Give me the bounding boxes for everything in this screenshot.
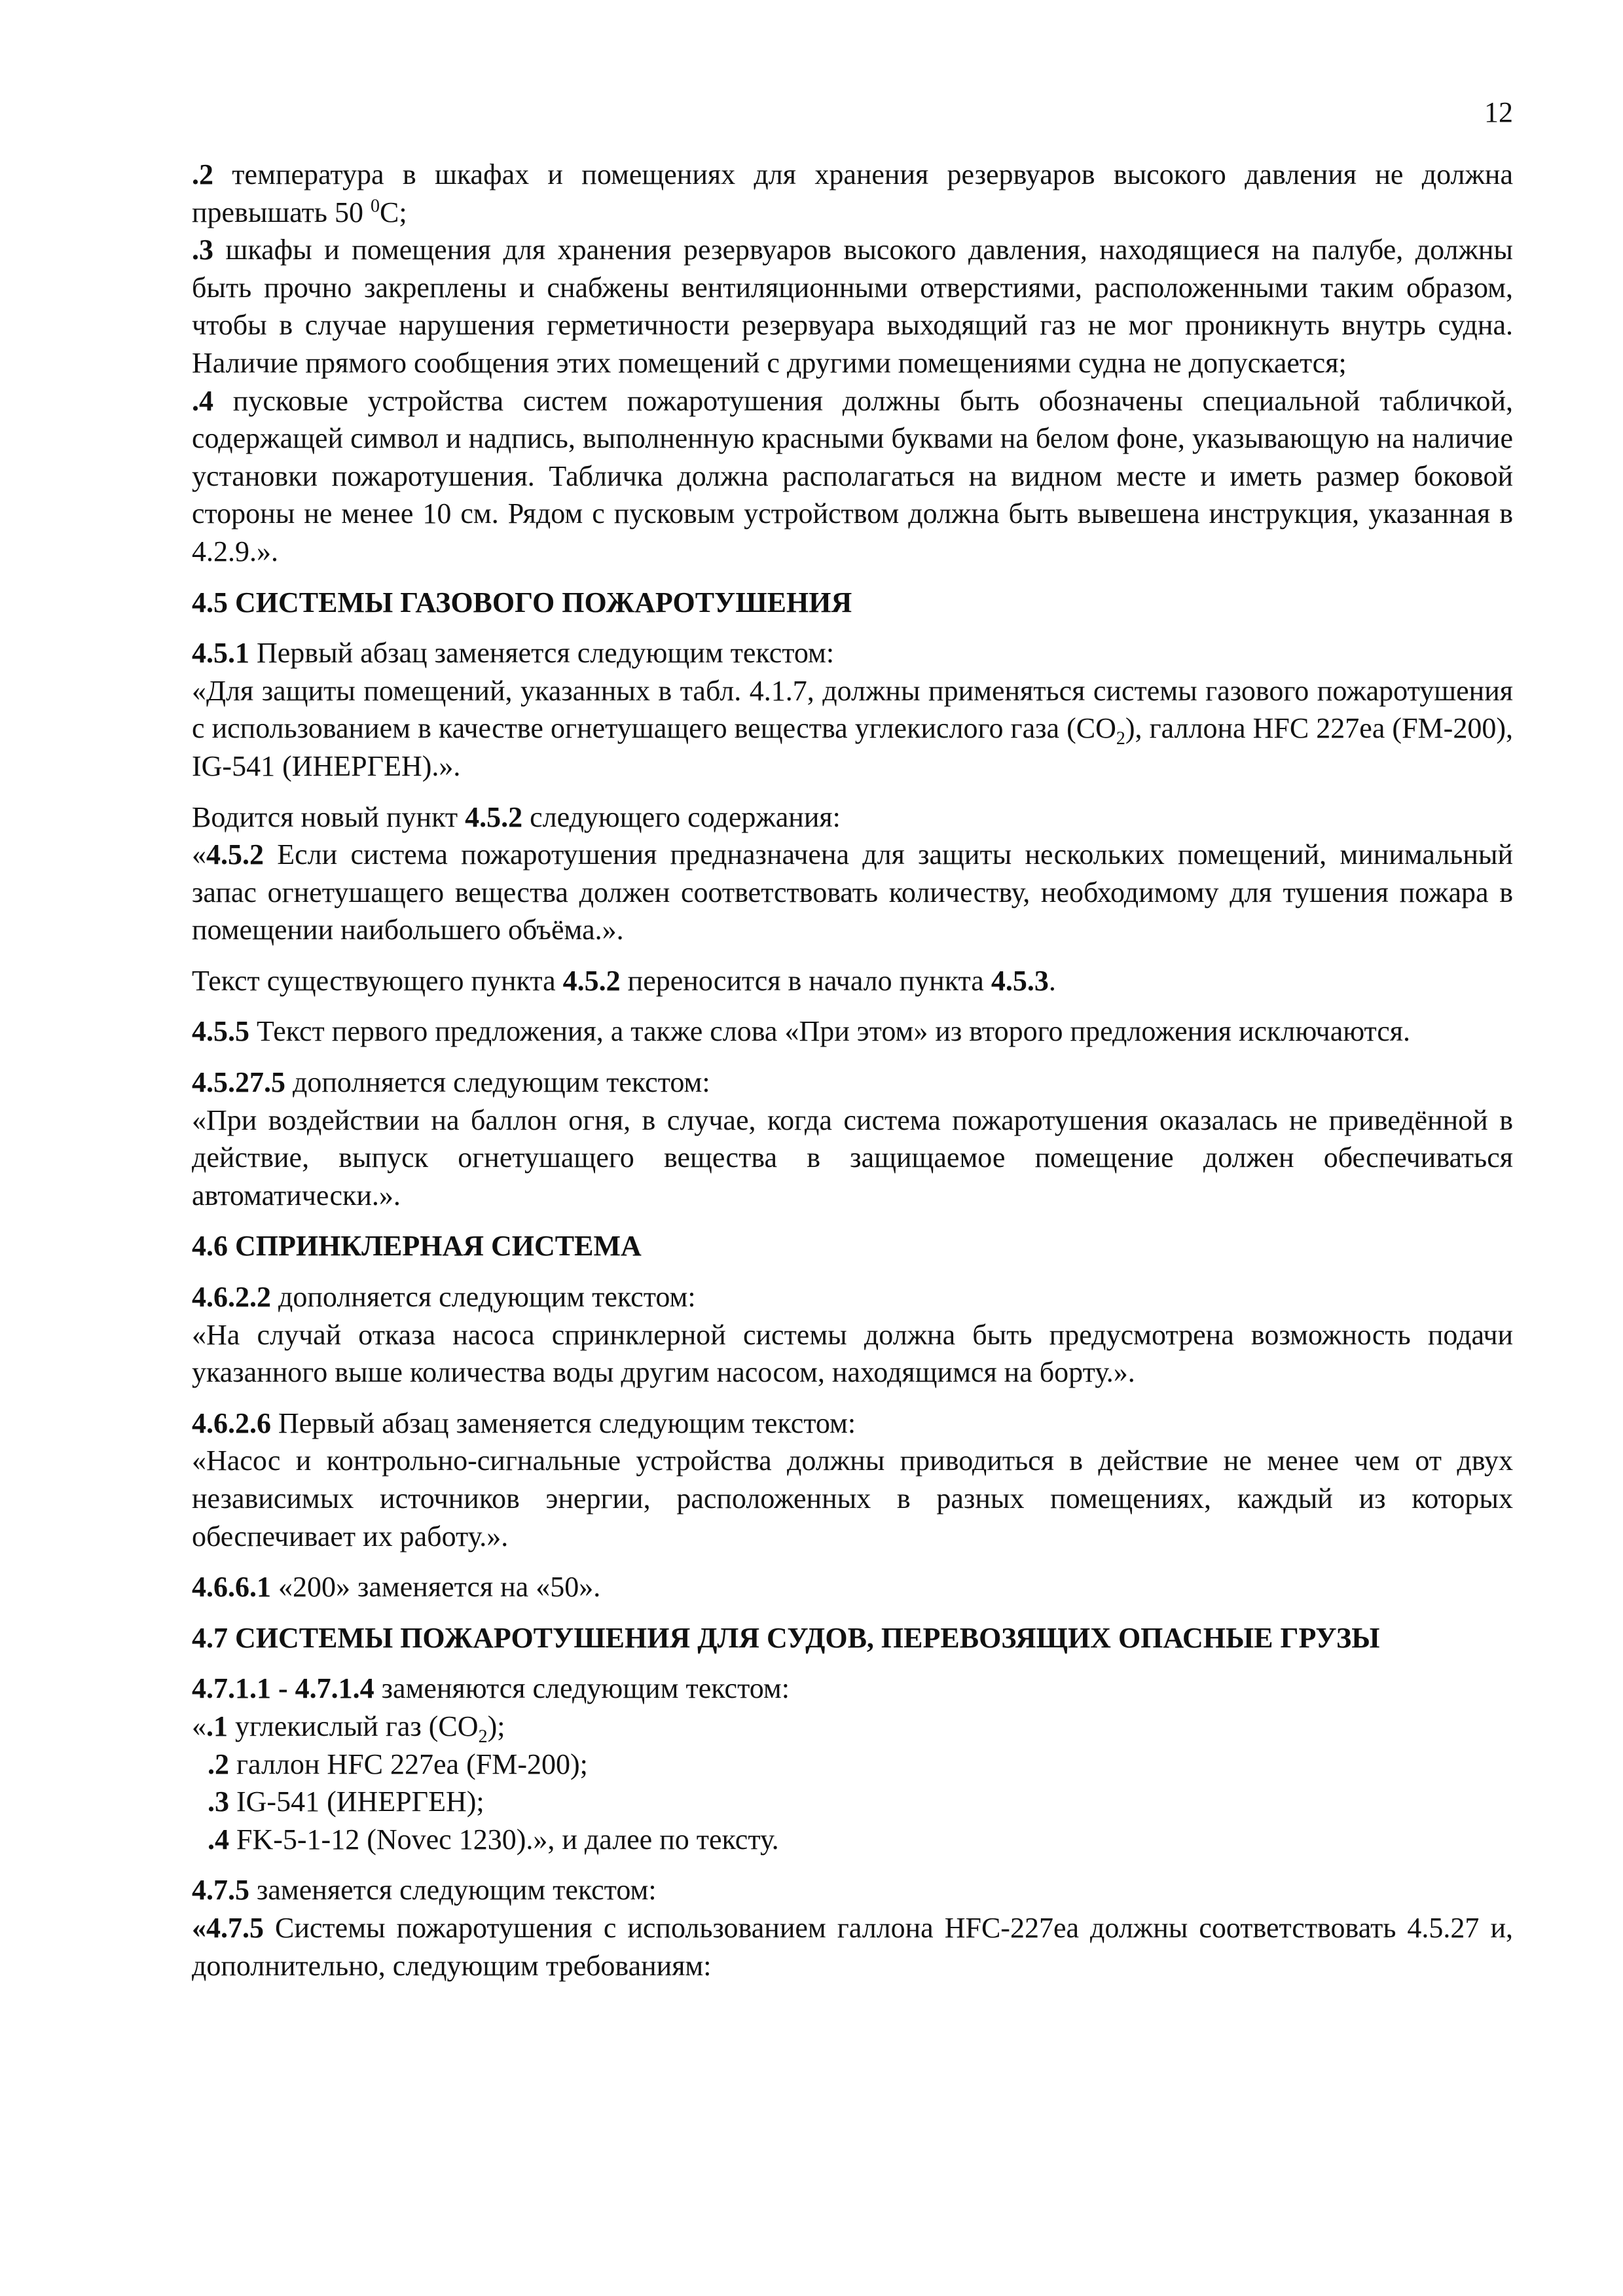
- section-heading: [192, 584, 1513, 622]
- paragraph: [192, 1102, 1513, 1215]
- text-run: углекислый газ (СО: [228, 1710, 479, 1742]
- bold-text: 4.5.27.5: [192, 1066, 285, 1099]
- text-run: «На случай отказа насоса спринклерной системы должна быть предусмотрена возможность подачи указанного выше количества воды другим насосом, находящимся на борту.».: [192, 1318, 1513, 1389]
- paragraph: [192, 1708, 1513, 1746]
- text-run: следующего содержания:: [522, 800, 841, 833]
- bold-text: 4.7.1.1 - 4.7.1.4: [192, 1672, 374, 1705]
- text-run: «При воздействии на баллон огня, в случае, когда система пожаротушения оказалась не приведённой в действие, выпуск огнетушащего вещества в защищаемое помещение должен обеспечиваться автоматически.».: [192, 1103, 1513, 1211]
- list-item: [192, 1783, 1513, 1821]
- bold-text: 4.6.2.6: [192, 1407, 271, 1439]
- paragraph: [192, 1013, 1513, 1050]
- text-run: );: [487, 1710, 505, 1742]
- text-run: «Насос и контрольно-сигнальные устройства должны приводиться в действие не менее чем от двух независимых источников энергии, расположенных в разных помещениях, каждый из которых обеспечивает их работу.».: [192, 1444, 1513, 1552]
- text-run: Первый абзац заменяется следующим текстом:: [249, 637, 835, 670]
- paragraph: [192, 156, 1513, 231]
- text-run: заменяются следующим текстом:: [374, 1672, 790, 1705]
- bold-text: 4.5.2: [465, 800, 523, 833]
- paragraph: [192, 1909, 1513, 1984]
- text-run: 4.7 СИСТЕМЫ ПОЖАРОТУШЕНИЯ ДЛЯ СУДОВ, ПЕРЕВОЗЯЩИХ ОПАСНЫЕ ГРУЗЫ: [192, 1621, 1380, 1654]
- text-run: переносится в начало пункта: [620, 964, 991, 997]
- paragraph: [192, 1278, 1513, 1316]
- text-run: «Для защиты помещений, указанных в табл. 4.1.7, должны применяться системы газового пожаротушения с использованием в качестве огнетушащего вещества углекислого газа (СО: [192, 674, 1513, 745]
- paragraph: [192, 1064, 1513, 1102]
- bold-text: .4: [192, 384, 213, 417]
- paragraph: [192, 1405, 1513, 1443]
- text-run: ), галлона HFC 227ea (FM-200), IG-541 (ИНЕРГЕН).».: [192, 712, 1513, 782]
- bold-text: «4.7.5: [192, 1911, 264, 1944]
- list-item: [192, 1746, 1513, 1784]
- section-heading: [192, 1227, 1513, 1265]
- paragraph: [192, 798, 1513, 836]
- paragraph: [192, 1442, 1513, 1555]
- bold-text: .3: [208, 1785, 229, 1818]
- text-run: Текст первого предложения, а также слова «При этом» из второго предложения исключаются.: [249, 1015, 1411, 1048]
- text-run: «: [192, 838, 206, 871]
- page-number: 12: [1484, 96, 1513, 128]
- paragraph: [192, 962, 1513, 1000]
- paragraph: [192, 836, 1513, 949]
- text-run: Первый абзац заменяется следующим текстом:: [271, 1407, 856, 1439]
- text-run: С;: [379, 196, 407, 228]
- text-run: дополняется следующим текстом:: [285, 1066, 710, 1099]
- bold-text: 4.5.2: [206, 838, 264, 871]
- sub-text: 2: [478, 1726, 488, 1747]
- paragraph: [192, 231, 1513, 382]
- bold-text: .4: [208, 1823, 229, 1856]
- list-item: [192, 1821, 1513, 1859]
- text-run: Водится новый пункт: [192, 800, 465, 833]
- paragraph: [192, 1670, 1513, 1708]
- text-run: «200» заменяется на «50».: [271, 1571, 601, 1604]
- sub-text: 2: [1116, 728, 1125, 749]
- paragraph: [192, 382, 1513, 571]
- bold-text: .1: [206, 1710, 228, 1742]
- text-run: заменяется следующим текстом:: [249, 1874, 657, 1907]
- bold-text: .3: [192, 234, 213, 266]
- text-run: Если система пожаротушения предназначена для защиты нескольких помещений, минимальный запас огнетушащего вещества должен соответствовать количеству, необходимому для тушения пожара в помещении наибольшего объёма.».: [192, 838, 1513, 946]
- text-run: .: [1048, 964, 1056, 997]
- text-run: дополняется следующим текстом:: [271, 1281, 696, 1314]
- text-run: Текст существующего пункта: [192, 964, 563, 997]
- text-run: IG-541 (ИНЕРГЕН);: [229, 1785, 484, 1818]
- text-run: FK-5-1-12 (Novec 1230).», и далее по тексту.: [229, 1823, 779, 1856]
- document-body: [192, 156, 1513, 1984]
- text-run: 4.5 СИСТЕМЫ ГАЗОВОГО ПОЖАРОТУШЕНИЯ: [192, 586, 852, 619]
- bold-text: 4.7.5: [192, 1874, 249, 1907]
- text-run: галлон HFC 227ea (FM-200);: [229, 1748, 588, 1780]
- paragraph: [192, 1871, 1513, 1909]
- text-run: шкафы и помещения для хранения резервуаров высокого давления, находящиеся на палубе, должны быть прочно закреплены и снабжены вентиляционными отверстиями, расположенными таким образом, чтобы в случае нарушения герметичности резервуара выходящий газ не мог проникнуть внутрь судна. Наличие прямого сообщения этих помещений с другими помещениями судна не допускается;: [192, 234, 1513, 379]
- text-run: пусковые устройства систем пожаротушения должны быть обозначены специальной табличкой, содержащей символ и надпись, выполненную красными буквами на белом фоне, указывающую на наличие установки пожаротушения. Табличка должна располагаться на видном месте и иметь размер боковой стороны не менее 10 см. Рядом с пусковым устройством должна быть вывешена инструкция, указанная в 4.2.9.».: [192, 384, 1513, 567]
- section-heading: [192, 1619, 1513, 1657]
- paragraph: [192, 672, 1513, 785]
- bold-text: 4.5.1: [192, 637, 249, 670]
- bold-text: .2: [192, 158, 213, 190]
- text-run: «: [192, 1710, 206, 1742]
- bold-text: 4.6.2.2: [192, 1281, 271, 1314]
- bold-text: 4.5.5: [192, 1015, 249, 1048]
- text-run: 4.6 СПРИНКЛЕРНАЯ СИСТЕМА: [192, 1230, 642, 1263]
- bold-text: 4.5.2: [562, 964, 621, 997]
- text-run: Системы пожаротушения с использованием галлона HFC-227ea должны соответствовать 4.5.27 и, дополнительно, следующим требованиям:: [192, 1911, 1513, 1982]
- bold-text: 4.6.6.1: [192, 1571, 271, 1604]
- sup-text: 0: [370, 195, 380, 216]
- bold-text: 4.5.3: [991, 964, 1049, 997]
- paragraph: [192, 1316, 1513, 1391]
- paragraph: [192, 1568, 1513, 1606]
- bold-text: .2: [208, 1748, 229, 1780]
- paragraph: [192, 634, 1513, 672]
- text-run: температура в шкафах и помещениях для хранения резервуаров высокого давления не должна превышать 50: [192, 158, 1513, 228]
